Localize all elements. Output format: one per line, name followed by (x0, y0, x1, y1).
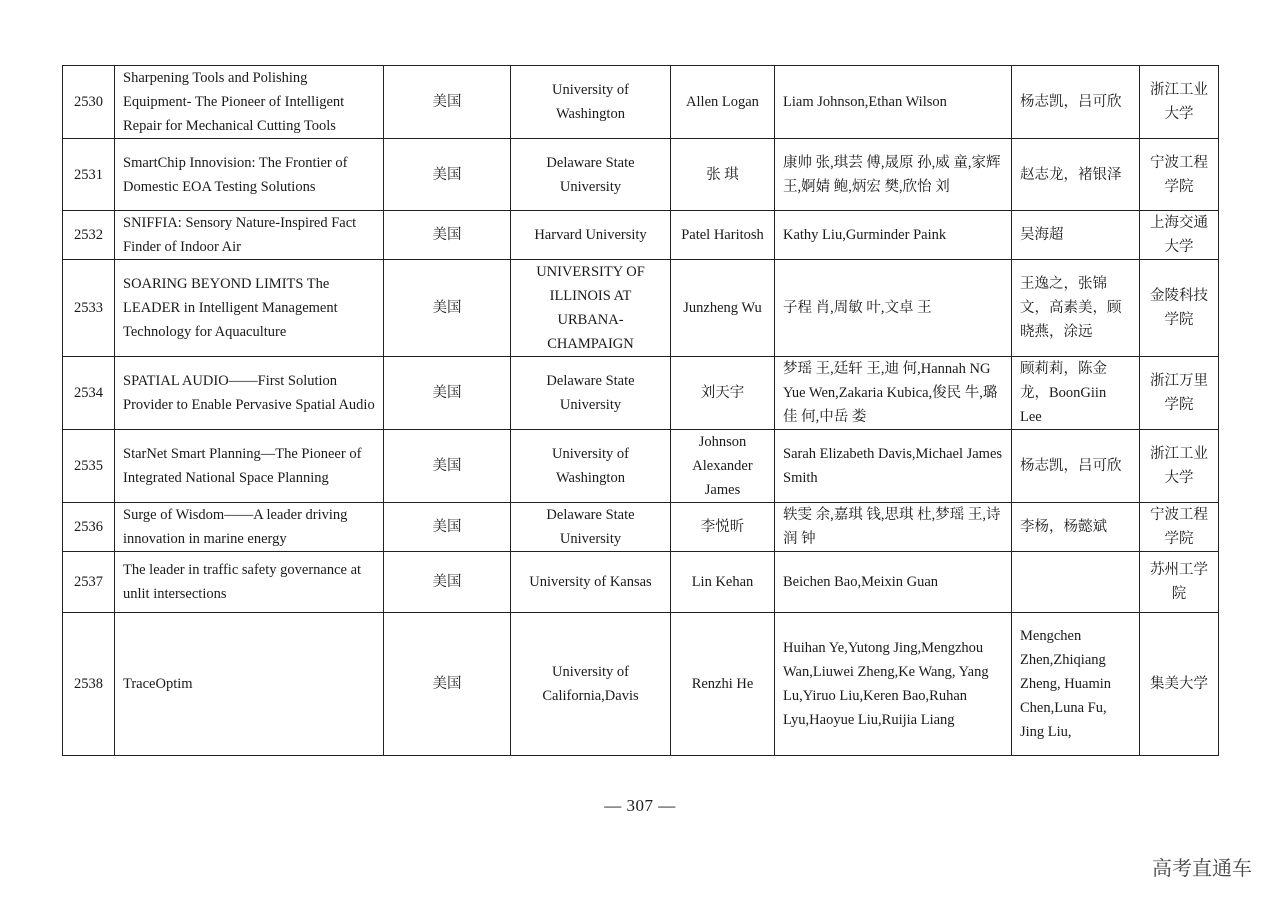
country: 美国 (384, 139, 511, 211)
table-row (63, 66, 1219, 139)
advisors: 顾莉莉，陈金龙，BoonGiin Lee (1012, 357, 1140, 430)
country: 美国 (384, 211, 511, 260)
project-title: StarNet Smart Planning—The Pioneer of Integrated National Space Planning (115, 430, 384, 503)
project-title: SPATIAL AUDIO——First Solution Provider to Enable Pervasive Spatial Audio (115, 357, 384, 430)
table-row (63, 357, 1219, 430)
project-title: SmartChip Innovision: The Frontier of Domestic EOA Testing Solutions (115, 139, 384, 211)
university: University of California,Davis (511, 613, 671, 756)
university: Harvard University (511, 211, 671, 260)
table-row (63, 613, 1219, 756)
country: 美国 (384, 66, 511, 139)
row-id: 2538 (63, 613, 115, 756)
team-leader: 刘天宇 (671, 357, 775, 430)
team-leader: Johnson Alexander James (671, 430, 775, 503)
project-title: TraceOptim (115, 613, 384, 756)
country: 美国 (384, 430, 511, 503)
team-leader: 李悦昕 (671, 503, 775, 552)
team-members: 子程 肖,周敏 叶,文卓 王 (775, 260, 1012, 357)
country: 美国 (384, 613, 511, 756)
school: 金陵科技学院 (1140, 260, 1219, 357)
row-id: 2535 (63, 430, 115, 503)
team-members: Sarah Elizabeth Davis,Michael James Smith (775, 430, 1012, 503)
country: 美国 (384, 552, 511, 613)
table-row (63, 139, 1219, 211)
university: Delaware State University (511, 357, 671, 430)
project-title: The leader in traffic safety governance at unlit intersections (115, 552, 384, 613)
advisors (1012, 552, 1140, 613)
advisors: 王逸之，张锦文，高素美，顾晓燕，涂远 (1012, 260, 1140, 357)
team-leader: 张 琪 (671, 139, 775, 211)
university: Delaware State University (511, 139, 671, 211)
table-row (63, 552, 1219, 613)
country: 美国 (384, 503, 511, 552)
team-members: 康帅 张,琪芸 傅,晟原 孙,威 童,家辉 王,婀婧 鲍,炳宏 樊,欣怡 刘 (775, 139, 1012, 211)
advisors: 杨志凯，吕可欣 (1012, 66, 1140, 139)
university: Delaware State University (511, 503, 671, 552)
row-id: 2534 (63, 357, 115, 430)
advisors: Mengchen Zhen,Zhiqiang Zheng, Huamin Chen,Luna Fu, Jing Liu, (1012, 613, 1140, 756)
table-row (63, 211, 1219, 260)
school: 苏州工学院 (1140, 552, 1219, 613)
project-title: SNIFFIA: Sensory Nature-Inspired Fact Finder of Indoor Air (115, 211, 384, 260)
team-members: Liam Johnson,Ethan Wilson (775, 66, 1012, 139)
row-id: 2533 (63, 260, 115, 357)
university: University of Kansas (511, 552, 671, 613)
school: 浙江工业大学 (1140, 66, 1219, 139)
team-members: Huihan Ye,Yutong Jing,Mengzhou Wan,Liuwei Zheng,Ke Wang, Yang Lu,Yiruo Liu,Keren Bao,Ruhan Lyu,Haoyue Liu,Ruijia Liang (775, 613, 1012, 756)
country: 美国 (384, 357, 511, 430)
school: 宁波工程学院 (1140, 139, 1219, 211)
school: 集美大学 (1140, 613, 1219, 756)
university: UNIVERSITY OF ILLINOIS AT URBANA-CHAMPAIGN (511, 260, 671, 357)
advisors: 李杨，杨懿斌 (1012, 503, 1140, 552)
team-members: 轶雯 余,嘉琪 钱,思琪 杜,梦瑶 王,诗润 钟 (775, 503, 1012, 552)
team-members: 梦瑶 王,廷轩 王,迪 何,Hannah NG Yue Wen,Zakaria Kubica,俊民 牛,璐佳 何,中岳 娄 (775, 357, 1012, 430)
advisors: 杨志凯，吕可欣 (1012, 430, 1140, 503)
row-id: 2532 (63, 211, 115, 260)
school: 上海交通大学 (1140, 211, 1219, 260)
university: University of Washington (511, 430, 671, 503)
awards-table (62, 65, 1219, 756)
row-id: 2531 (63, 139, 115, 211)
team-members: Kathy Liu,Gurminder Paink (775, 211, 1012, 260)
table-row (63, 260, 1219, 357)
country: 美国 (384, 260, 511, 357)
project-title: Sharpening Tools and Polishing Equipment- The Pioneer of Intelligent Repair for Mechanical Cutting Tools (115, 66, 384, 139)
team-leader: Renzhi He (671, 613, 775, 756)
advisors: 赵志龙，褚银泽 (1012, 139, 1140, 211)
school: 宁波工程学院 (1140, 503, 1219, 552)
team-leader: Junzheng Wu (671, 260, 775, 357)
project-title: SOARING BEYOND LIMITS The LEADER in Intelligent Management Technology for Aquaculture (115, 260, 384, 357)
page-number: — 307 — (604, 796, 676, 815)
advisors: 吴海超 (1012, 211, 1140, 260)
row-id: 2536 (63, 503, 115, 552)
table-row (63, 503, 1219, 552)
team-leader: Lin Kehan (671, 552, 775, 613)
project-title: Surge of Wisdom——A leader driving innovation in marine energy (115, 503, 384, 552)
table-row (63, 430, 1219, 503)
university: University of Washington (511, 66, 671, 139)
watermark-text: 高考直通车 (1152, 856, 1252, 880)
team-leader: Allen Logan (671, 66, 775, 139)
row-id: 2530 (63, 66, 115, 139)
row-id: 2537 (63, 552, 115, 613)
school: 浙江工业大学 (1140, 430, 1219, 503)
team-members: Beichen Bao,Meixin Guan (775, 552, 1012, 613)
team-leader: Patel Haritosh (671, 211, 775, 260)
school: 浙江万里学院 (1140, 357, 1219, 430)
